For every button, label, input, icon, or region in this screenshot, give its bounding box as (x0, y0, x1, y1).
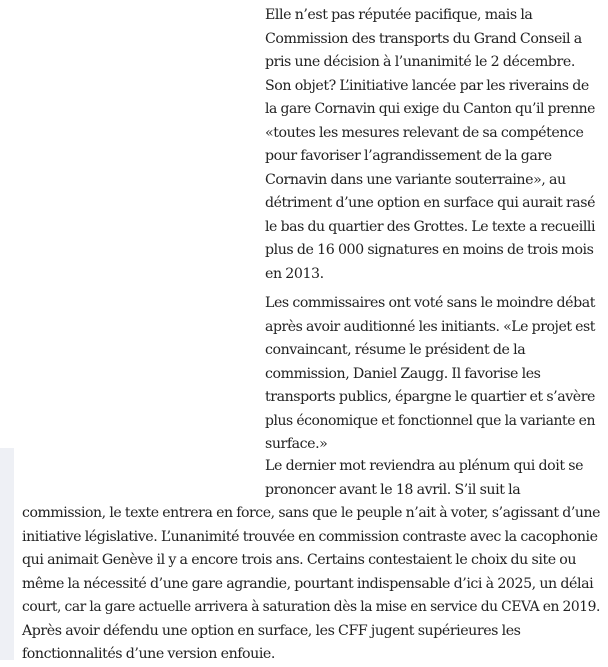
text-line: fonctionnalités d’une version enfouie. (22, 646, 275, 662)
text-line: après avoir auditionné les initiants. «Le projet est (265, 318, 596, 335)
text-line: pris une décision à l’unanimité le 2 décembre. (265, 54, 575, 70)
text-line: Le dernier mot reviendra au plénum qui doit se (265, 458, 584, 474)
text-line: convaincant, résume le président de la (265, 342, 526, 358)
text-line: qui animait Genève il y a encore trois ans. Certains contestaient le choix du site ou (22, 552, 577, 568)
text-line: Elle n’est pas réputée pacifique, mais la (265, 7, 533, 23)
text-line: plus économique et fonctionnel que la variante en (265, 412, 595, 429)
text-line: Cornavin dans une variante souterraine», au (265, 171, 566, 188)
text-line: Les commissaires ont voté sans le moindre débat (265, 295, 595, 311)
text-line: pour favoriser l’agrandissement de la gare (265, 148, 552, 164)
text-line: la gare Cornavin qui exige du Canton qu’il prenne (265, 101, 595, 117)
article-paragraph-1 (265, 4, 595, 286)
text-line: plus de 16 000 signatures en moins de trois mois (265, 242, 594, 258)
text-line: Son objet? L’initiative lancée par les riverains de (265, 77, 589, 94)
text-line: surface.» (265, 436, 328, 452)
text-line: initiative législative. L’unanimité trouvée en commission contraste avec la cacophonie (22, 528, 598, 545)
text-line: Après avoir défendu une option en surface, les CFF jugent supérieures les (22, 622, 521, 639)
text-line: en 2013. (265, 265, 324, 282)
left-edge-strip (0, 448, 14, 660)
text-line: «toutes les mesures relevant de sa compétence (265, 124, 584, 141)
article-paragraph-3 (22, 455, 600, 667)
text-line: commission, le texte entrera en force, sans que le peuple n’ait à voter, s’agissant d’une (22, 505, 601, 521)
text-line: court, car la gare actuelle arrivera à saturation dès la mise en service du CEVA en 2019. (22, 599, 601, 615)
text-line: le bas du quartier des Grottes. Le texte a recueilli (265, 218, 596, 235)
text-line: transports publics, épargne le quartier et s’avère (265, 389, 596, 405)
text-line: commission, Daniel Zaugg. Il favorise les (265, 365, 541, 382)
text-line: même la nécessité d’une gare agrandie, pourtant indispensable d’ici à 2025, un délai (22, 575, 594, 592)
text-line: prononcer avant le 18 avril. S’il suit la (265, 481, 521, 498)
article-paragraph-2 (265, 292, 595, 457)
text-line: Commission des transports du Grand Conseil a (265, 30, 582, 47)
text-line: détriment d’une option en surface qui aurait rasé (265, 195, 595, 211)
